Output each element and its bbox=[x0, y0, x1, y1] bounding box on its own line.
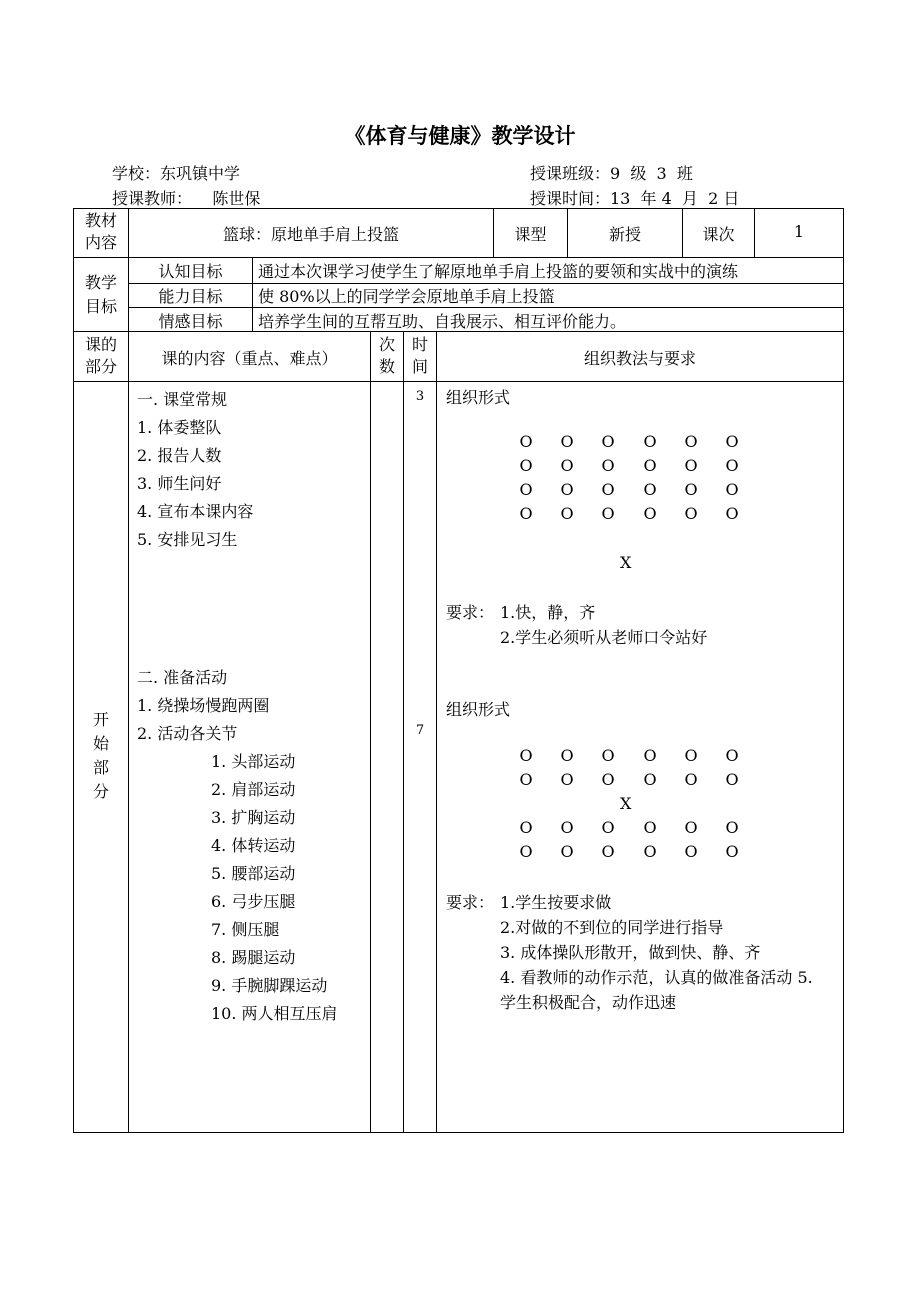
student-mark: O bbox=[519, 770, 533, 789]
list-item: 9. 手腕脚踝运动 bbox=[211, 976, 328, 995]
student-mark: O bbox=[684, 818, 698, 837]
list-item: 2. 肩部运动 bbox=[211, 780, 296, 799]
list-item: 5. 腰部运动 bbox=[211, 864, 296, 883]
goal-text: 通过本次课学习使学生了解原地单手肩上投篮的要领和实战中的演练 bbox=[258, 262, 739, 281]
goal-name: 情感目标 bbox=[158, 312, 223, 331]
student-mark: O bbox=[725, 504, 739, 523]
student-mark: O bbox=[560, 842, 574, 861]
student-mark: O bbox=[725, 432, 739, 451]
lesson-type-label: 课型 bbox=[514, 225, 547, 244]
student-mark: O bbox=[601, 480, 615, 499]
routine-list bbox=[137, 386, 253, 554]
warmup-list bbox=[137, 664, 269, 748]
school-info: 学校：东巩镇中学 bbox=[112, 164, 241, 183]
material-content: 篮球：原地单手肩上投篮 bbox=[222, 225, 399, 244]
student-mark: O bbox=[560, 770, 574, 789]
student-mark: O bbox=[601, 842, 615, 861]
student-mark: O bbox=[519, 746, 533, 765]
requirement-label: 要求： bbox=[446, 603, 495, 622]
org-form-label: 组织形式 bbox=[446, 700, 511, 719]
student-mark: O bbox=[725, 456, 739, 475]
student-mark: O bbox=[643, 818, 657, 837]
student-mark: O bbox=[601, 746, 615, 765]
student-mark: O bbox=[643, 842, 657, 861]
content-header: 课的内容（重点、难点） bbox=[161, 349, 338, 368]
list-item: 6. 弓步压腿 bbox=[211, 892, 296, 911]
student-mark: O bbox=[684, 770, 698, 789]
student-mark: O bbox=[519, 504, 533, 523]
list-item: 4. 宣布本课内容 bbox=[137, 502, 254, 521]
requirement-list bbox=[500, 600, 707, 650]
student-mark: O bbox=[601, 818, 615, 837]
student-mark: O bbox=[643, 456, 657, 475]
requirement-list bbox=[500, 890, 813, 1015]
student-mark: O bbox=[725, 480, 739, 499]
student-mark: O bbox=[560, 480, 574, 499]
student-mark: O bbox=[643, 746, 657, 765]
list-item: 2. 活动各关节 bbox=[137, 724, 238, 743]
list-item: 3. 扩胸运动 bbox=[211, 808, 296, 827]
student-mark: O bbox=[519, 480, 533, 499]
list-item: 8. 踢腿运动 bbox=[211, 948, 296, 967]
student-mark: O bbox=[560, 504, 574, 523]
student-mark: O bbox=[684, 504, 698, 523]
requirement-item: 3. 成体操队形散开，做到快、静、齐 bbox=[500, 943, 761, 962]
student-mark: O bbox=[725, 746, 739, 765]
student-mark: O bbox=[601, 770, 615, 789]
student-mark: O bbox=[643, 770, 657, 789]
time-header: 时 间 bbox=[411, 335, 428, 376]
requirement-item: 2.对做的不到位的同学进行指导 bbox=[500, 918, 724, 937]
student-mark: O bbox=[725, 842, 739, 861]
student-mark: O bbox=[601, 456, 615, 475]
list-item: 1. 绕操场慢跑两圈 bbox=[137, 696, 270, 715]
joint-exercise-list bbox=[211, 748, 338, 1028]
goals-label: 教学 目标 bbox=[84, 273, 117, 316]
list-item: 5. 安排见习生 bbox=[137, 530, 238, 549]
student-mark: O bbox=[519, 842, 533, 861]
list-item: 2. 报告人数 bbox=[137, 446, 222, 465]
warmup-title: 二. 准备活动 bbox=[137, 668, 228, 687]
goal-name: 能力目标 bbox=[158, 287, 223, 306]
requirement-item: 1.学生按要求做 bbox=[500, 893, 612, 912]
list-item: 3. 师生问好 bbox=[137, 474, 222, 493]
routine-title: 一. 课堂常规 bbox=[137, 390, 228, 409]
student-mark: O bbox=[725, 770, 739, 789]
student-mark: O bbox=[643, 504, 657, 523]
student-mark: O bbox=[560, 456, 574, 475]
count-header: 次 数 bbox=[378, 335, 395, 376]
part-label-start: 开 始 部 分 bbox=[92, 710, 109, 801]
list-item: 7. 侧压腿 bbox=[211, 920, 280, 939]
block2-time: 7 bbox=[415, 723, 425, 738]
requirement-item: 4. 看教师的动作示范，认真的做准备活动 5. bbox=[500, 968, 813, 987]
requirement-label: 要求： bbox=[446, 893, 495, 912]
page-title: 《体育与健康》教学设计 bbox=[344, 123, 576, 148]
requirement-item: 2.学生必须听从老师口令站好 bbox=[500, 628, 708, 647]
block1-time: 3 bbox=[415, 389, 425, 404]
class-info: 授课班级：9 级 3 班 bbox=[530, 164, 693, 183]
time-info: 授课时间：13 年 4 月 2 日 bbox=[530, 189, 740, 208]
list-item: 4. 体转运动 bbox=[211, 836, 296, 855]
student-mark: O bbox=[684, 432, 698, 451]
student-mark: O bbox=[560, 818, 574, 837]
method-header: 组织教法与要求 bbox=[583, 349, 696, 368]
teacher-position-mark: X bbox=[620, 794, 632, 813]
student-mark: O bbox=[643, 480, 657, 499]
teacher-info: 授课教师： 陈世保 bbox=[112, 189, 261, 208]
student-mark: O bbox=[519, 432, 533, 451]
student-mark: O bbox=[560, 432, 574, 451]
student-mark: O bbox=[725, 818, 739, 837]
material-label: 教材 内容 bbox=[84, 211, 117, 252]
part-header: 课的 部分 bbox=[84, 335, 117, 376]
teacher-position-mark: X bbox=[620, 553, 632, 572]
student-mark: O bbox=[601, 504, 615, 523]
student-mark: O bbox=[684, 480, 698, 499]
goal-name: 认知目标 bbox=[158, 262, 223, 281]
student-mark: O bbox=[560, 746, 574, 765]
student-mark: O bbox=[684, 746, 698, 765]
student-mark: O bbox=[684, 456, 698, 475]
lesson-number-value: 1 bbox=[793, 222, 805, 241]
requirement-item: 1.快，静，齐 bbox=[500, 603, 596, 622]
student-mark: O bbox=[519, 818, 533, 837]
org-form-label: 组织形式 bbox=[446, 388, 511, 407]
student-mark: O bbox=[601, 432, 615, 451]
lesson-number-label: 课次 bbox=[702, 225, 735, 244]
lesson-type-value: 新授 bbox=[608, 225, 641, 244]
requirement-item: 学生积极配合，动作迅速 bbox=[500, 993, 677, 1012]
list-item: 1. 头部运动 bbox=[211, 752, 296, 771]
student-mark: O bbox=[519, 456, 533, 475]
list-item: 10. 两人相互压肩 bbox=[211, 1004, 338, 1023]
student-mark: O bbox=[643, 432, 657, 451]
list-item: 1. 体委整队 bbox=[137, 418, 222, 437]
student-mark: O bbox=[684, 842, 698, 861]
goal-text: 使 80%以上的同学学会原地单手肩上投篮 bbox=[258, 287, 555, 306]
goal-text: 培养学生间的互帮互助、自我展示、相互评价能力。 bbox=[258, 312, 627, 331]
